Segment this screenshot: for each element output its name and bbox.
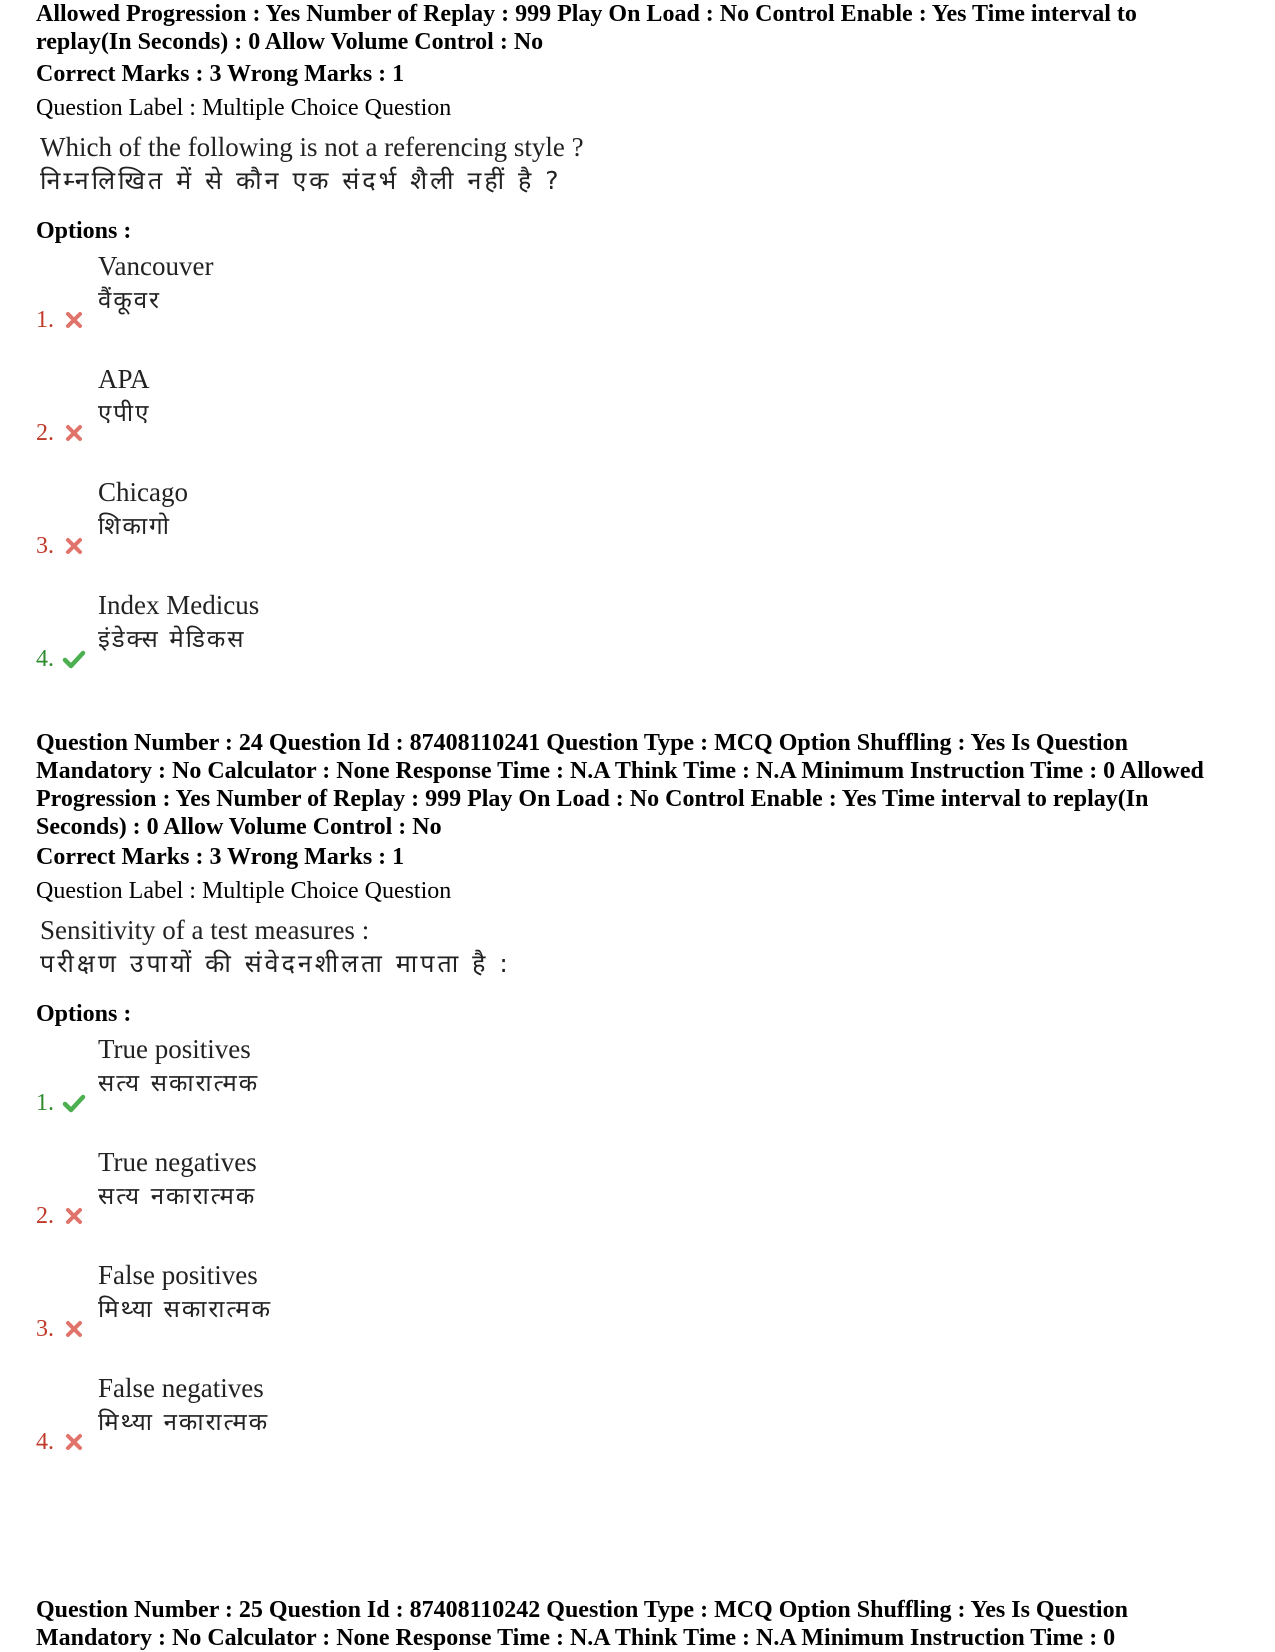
option-text-hindi: सत्य नकारात्मक: [98, 1182, 257, 1210]
option-text-english: False positives: [98, 1260, 258, 1290]
option-text-hindi: मिथ्या सकारात्मक: [98, 1295, 273, 1323]
option-number: 2.: [36, 1203, 54, 1229]
question-text: [40, 130, 584, 198]
option-text-english: True positives: [98, 1034, 251, 1064]
option-item: [36, 363, 636, 453]
option-text-english: True negatives: [98, 1147, 257, 1177]
option-number: 3.: [36, 533, 54, 559]
option-text-hindi: सत्य सकारात्मक: [98, 1069, 260, 1097]
option-item: [36, 250, 636, 340]
wrong-cross-icon: [60, 1428, 88, 1456]
option-text-hindi: इंडेक्स मेडिकस: [98, 625, 246, 653]
option-number: 3.: [36, 1316, 54, 1342]
option-item: [36, 1372, 636, 1462]
wrong-cross-icon: [60, 1315, 88, 1343]
option-text-english: Chicago: [98, 477, 188, 507]
question-text-hindi: परीक्षण उपायों की संवेदनशीलता मापता है :: [40, 949, 511, 978]
wrong-cross-icon: [60, 306, 88, 334]
option-text-english: APA: [98, 364, 150, 394]
question-meta: Question Number : 25 Question Id : 87408110242 Question Type : MCQ Option Shuffling : Yes Is Question Mandatory : No Calculator : None Response Time : N.A Think Time : N.A Minimum Instruction Time : 0: [36, 1597, 1128, 1651]
option-item: [36, 1146, 636, 1236]
option-item: [36, 476, 636, 566]
option-number: 4.: [36, 646, 54, 672]
option-text-english: Index Medicus: [98, 590, 260, 620]
question-label: Question Label : Multiple Choice Question: [36, 878, 452, 904]
wrong-cross-icon: [60, 532, 88, 560]
option-text-hindi: मिथ्या नकारात्मक: [98, 1408, 270, 1436]
question-text-english: Which of the following is not a referencing style ?: [40, 132, 584, 162]
option-item: [36, 1259, 636, 1349]
question-marks: Correct Marks : 3 Wrong Marks : 1: [36, 61, 405, 87]
option-text-english: False negatives: [98, 1373, 264, 1403]
option-number: 1.: [36, 307, 54, 333]
option-text-hindi: शिकागो: [98, 512, 171, 540]
question-text-hindi: निम्नलिखित में से कौन एक संदर्भ शैली नहीं है ?: [40, 166, 562, 195]
options-heading: Options :: [36, 1001, 132, 1027]
option-item: [36, 589, 636, 679]
wrong-cross-icon: [60, 1202, 88, 1230]
question-meta: Allowed Progression : Yes Number of Replay : 999 Play On Load : No Control Enable : Yes Time interval to replay(In Seconds) : 0 Allow Volume Control : No: [36, 1, 1137, 55]
correct-check-icon: [60, 645, 88, 673]
option-number: 4.: [36, 1429, 54, 1455]
question-label: Question Label : Multiple Choice Question: [36, 95, 452, 121]
question-text-english: Sensitivity of a test measures :: [40, 915, 370, 945]
option-text-hindi: एपीए: [98, 399, 151, 427]
option-item: [36, 1033, 636, 1123]
correct-check-icon: [60, 1089, 88, 1117]
question-marks: Correct Marks : 3 Wrong Marks : 1: [36, 844, 405, 870]
question-meta: Question Number : 24 Question Id : 87408110241 Question Type : MCQ Option Shuffling : Yes Is Question Mandatory : No Calculator : None Response Time : N.A Think Time : N.A Minimum Instruction Time : 0 Allowed Progression : Yes Number of Replay : 999 Play On Load : No Control Enable : Yes Time interval to replay(In Seconds) : 0 Allow Volume Control : No: [36, 730, 1204, 840]
option-number: 2.: [36, 420, 54, 446]
option-text-english: Vancouver: [98, 251, 214, 281]
option-text-hindi: वैंकूवर: [98, 286, 161, 314]
wrong-cross-icon: [60, 419, 88, 447]
options-heading: Options :: [36, 218, 132, 244]
question-text: [40, 913, 511, 981]
option-number: 1.: [36, 1090, 54, 1116]
